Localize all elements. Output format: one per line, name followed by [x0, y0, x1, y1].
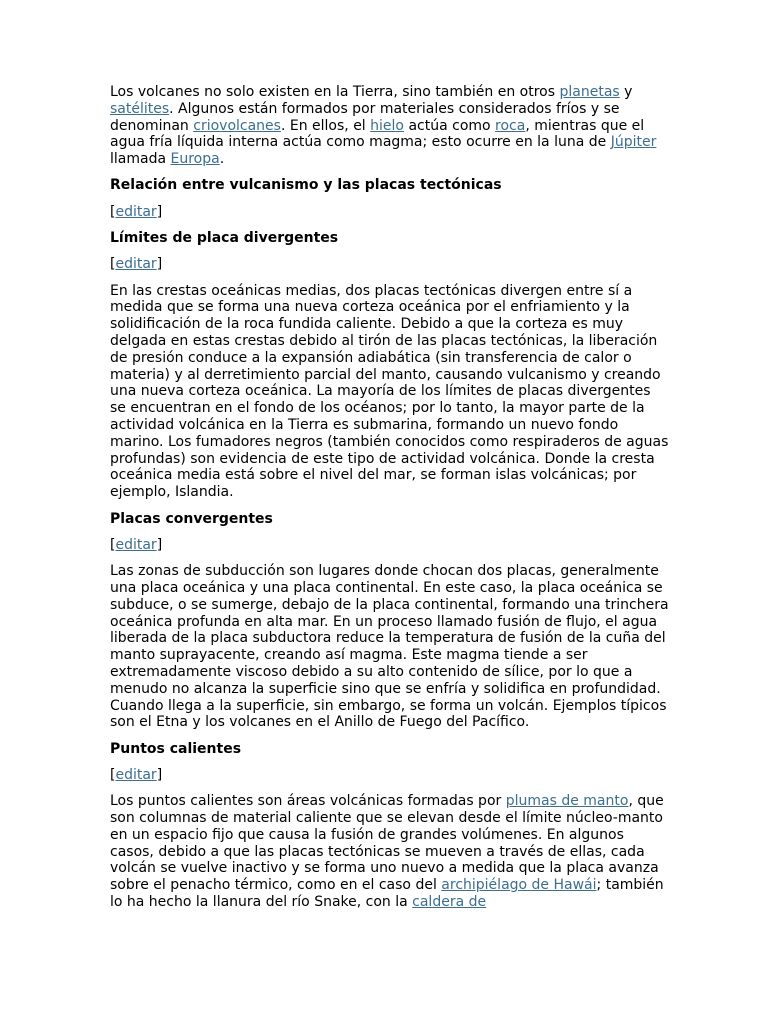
section-heading-convergentes: Placas convergentes	[110, 510, 273, 527]
paragraph-puntos-calientes: Los puntos calientes son áreas volcánicas formadas por plumas de manto, que son columnas de material caliente que se elevan desde el límite núcleo-manto en un espacio fijo que causa la fusión de grandes volúmenes. En algunos casos, debido a que las placas tectónicas se mueven a través de ellas, cada volcán se vuelve inactivo y se forma uno nuevo a medida que la placa avanza sobre el penacho térmico, como en el caso del archipiélago de Hawái; también lo ha hecho la llanura del río Snake, con la caldera de	[110, 793, 664, 910]
link-plumas-de-manto[interactable]: plumas de manto	[505, 793, 629, 810]
link-satelites[interactable]: satélites	[110, 100, 170, 117]
link-europa[interactable]: Europa	[170, 151, 220, 168]
intro-paragraph: Los volcanes no solo existen en la Tierra, sino también en otros planetas y satélites. Algunos están formados por materiales considerados fríos y se denominan criovolcanes. En ellos, el hielo actúa como roca, mientras que el agua fría líquida interna actúa como magma; esto ocurre en la luna de Júpiter llamada Europa.	[110, 84, 657, 168]
section-heading-puntos-calientes: Puntos calientes	[110, 740, 242, 757]
edit-link[interactable]: editar	[115, 536, 157, 553]
edit-link[interactable]: editar	[115, 203, 157, 220]
link-archipielago-hawai[interactable]: archipiélago de Hawái	[441, 877, 597, 894]
edit-link[interactable]: editar	[115, 256, 157, 273]
link-planetas[interactable]: planetas	[559, 84, 620, 100]
section-heading-divergentes: Límites de placa divergentes	[110, 230, 339, 247]
link-criovolcanes[interactable]: criovolcanes	[193, 117, 281, 134]
edit-section: [editar]	[110, 203, 163, 220]
article-body	[110, 84, 670, 920]
paragraph-divergentes: En las crestas oceánicas medias, dos placas tectónicas divergen entre sí a medida que se forma una nueva corteza oceánica por el enfriamiento y la solidificación de la roca fundida caliente. Debido a que la corteza es muy delgada en estas crestas debido al tirón de las placas tectónicas, la liberación de presión conduce a la expansión adiabática (sin transferencia de calor o materia) y al derretimiento parcial del manto, causando vulcanismo y creando una nueva corteza oceánica. La mayoría de los límites de placas divergentes se encuentran en el fondo de los océanos; por lo tanto, la mayor parte de la actividad volcánica en la Tierra es submarina, formando un nuevo fondo marino. Los fumadores negros (también conocidos como respiraderos de aguas profundas) son evidencia de este tipo de actividad volcánica. Donde la cresta oceánica media está sobre el nivel del mar, se forman islas volcánicas; por ejemplo, Islandia.	[110, 282, 669, 501]
link-roca[interactable]: roca	[495, 117, 526, 134]
section-heading-vulcanismo-placas: Relación entre vulcanismo y las placas tectónicas	[110, 177, 502, 194]
edit-link[interactable]: editar	[115, 766, 157, 783]
edit-section: [editar]	[110, 766, 163, 783]
link-caldera[interactable]: caldera de	[412, 893, 487, 910]
link-jupiter[interactable]: Júpiter	[610, 134, 657, 151]
edit-section: [editar]	[110, 536, 163, 553]
link-hielo[interactable]: hielo	[370, 117, 404, 134]
edit-section: [editar]	[110, 256, 163, 273]
paragraph-convergentes: Las zonas de subducción son lugares donde chocan dos placas, generalmente una placa oceánica y una placa continental. En este caso, la placa oceánica se subduce, o se sumerge, debajo de la placa continental, formando una trinchera oceánica profunda en alta mar. En un proceso llamado fusión de flujo, el agua liberada de la placa subductora reduce la temperatura de fusión de la cuña del manto suprayacente, creando así magma. Este magma tiende a ser extremadamente viscoso debido a su alto contenido de sílice, por lo que a menudo no alcanza la superficie sino que se enfría y solidifica en profundidad. Cuando llega a la superficie, sin embargo, se forma un volcán. Ejemplos típicos son el Etna y los volcanes en el Anillo de Fuego del Pacífico.	[110, 563, 669, 731]
